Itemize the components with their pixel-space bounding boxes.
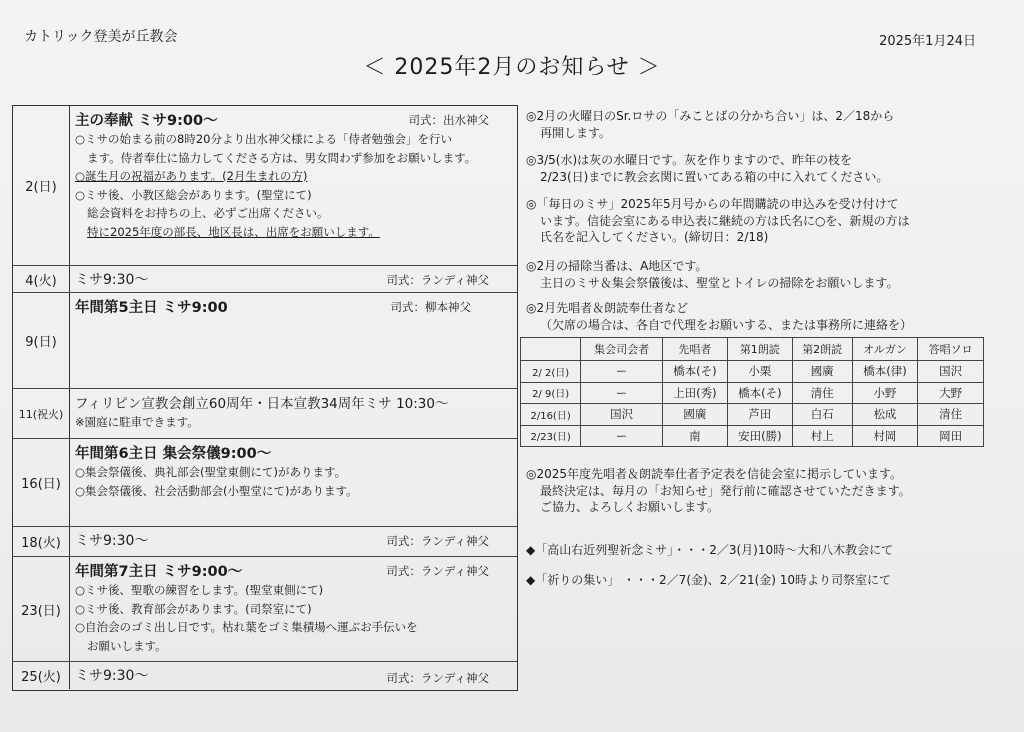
table-cell: 安田(勝) [727,425,792,447]
table-cell: 南 [662,425,727,447]
day-label: 11(祝火) [13,389,70,438]
table-cell: 国沢 [581,404,663,426]
notice-line: 主日のミサ＆集会祭儀後は、聖堂とトイレの掃除をお願いします。 [540,275,899,290]
table-cell: 国沢 [918,361,984,383]
church-name: カトリック登美が丘教会 [24,29,178,45]
notice-line: ◆「高山右近列聖祈念ミサ」・・・2／3(月)10時～大和八木教会にて [526,543,894,557]
event-notes [75,413,511,432]
table-row [521,382,984,404]
table-cell: 岡田 [918,425,984,447]
note-line: 特に2025年度の部長、地区長は、出席をお願いします。 [87,224,380,239]
column-header [521,338,581,361]
notice-item [526,572,1006,589]
note-line: 総会資料をお持ちの上、必ずご出席ください。 [87,206,329,220]
day-label: 18(火) [13,527,70,556]
event-notes [75,130,511,241]
notice-item [526,258,1006,291]
notice-line: 最終決定は、毎月の「お知らせ」発行前に確認させていただきます。 [540,483,911,498]
officiant: 司式：ランディ神父 [386,671,489,685]
officiant: 司式：ランディ神父 [386,534,489,548]
note-line: ○集会祭儀後、社会活動部会(小聖堂にて)があります。 [75,483,358,498]
table-cell: 白石 [792,404,852,426]
table-cell: ー [581,425,663,447]
table-cell: 2/16(日) [521,404,581,426]
note-line: ※園庭に駐車できます。 [75,415,199,429]
page-title: ＜ 2025年2月のお知らせ ＞ [363,55,661,80]
notice-item [526,108,1006,141]
officiant: 司式：柳本神父 [390,300,471,314]
notice-line: ご協力、よろしくお願いします。 [540,500,720,514]
notice-item [526,152,1006,185]
notice-line: ◎2025年度先唱者＆朗読奉仕者予定表を信徒会室に掲示しています。 [526,467,903,481]
note-line: お願いします。 [87,638,167,653]
day-label: 9(日) [13,293,70,388]
day-label: 23(日) [13,557,70,661]
note-line: ○ミサ後、教育部会があります。(司祭室にて) [75,601,312,616]
officiant: 司式：出水神父 [408,113,489,127]
table-row [521,425,984,447]
day-label: 2(日) [13,106,70,265]
notice-line: 氏名を記入してください。(締切日：2/18) [540,230,769,244]
table-row [521,404,984,426]
schedule-row [13,662,517,689]
readers-table [520,337,984,447]
table-cell: 2/23(日) [521,425,581,447]
note-line: ます。侍者奉仕に協力してくださる方は、男女問わず参加をお願いします。 [87,150,477,165]
table-cell: 橋本(律) [852,361,918,383]
table-cell: 清住 [918,404,984,426]
table-header-row [521,338,984,361]
issue-date: 2025年1月24日 [879,34,976,49]
note-line: ○誕生月の祝福があります。(2月生まれの方) [75,169,308,183]
event-title: 年間第6主日 集会祭儀9:00～ [75,446,272,462]
notice-item [526,542,1006,559]
notice-line: ◎3/5(水)は灰の水曜日です。灰を作りますので、昨年の枝を [526,153,852,167]
event-title: ミサ9:30～ [75,272,149,288]
schedule-row [13,266,517,293]
table-cell: 芦田 [727,404,792,426]
column-header: 第1朗読 [727,338,792,361]
note-line: ○自治会のゴミ出し日です。枯れ葉をゴミ集積場へ運ぶお手伝いを [75,620,418,634]
note-line: ○ミサの始まる前の8時20分より出水神父様による「侍者勉強会」を行い [75,132,452,146]
officiant: 司式：ランディ神父 [386,564,489,578]
table-cell: 國廣 [662,404,727,426]
day-label: 4(火) [13,266,70,292]
table-cell: 小野 [852,382,918,404]
notice-item [526,300,1006,333]
table-cell: 松成 [852,404,918,426]
notice-item [526,466,1006,516]
table-cell: 村岡 [852,425,918,447]
table-cell: 橋本(そ) [727,382,792,404]
notice-line: 再開します。 [540,125,612,140]
table-cell: 國廣 [792,361,852,383]
event-title: ミサ9:30～ [75,533,149,549]
table-cell: 橋本(そ) [662,361,727,383]
notice-item [526,196,1006,246]
schedule-row [13,389,517,439]
table-cell: 2/ 2(日) [521,361,581,383]
notice-line: ◎2月先唱者＆朗読奉仕者など [526,301,689,315]
column-header: 集会司会者 [581,338,663,361]
day-label: 25(火) [13,662,70,689]
schedule-row [13,527,517,557]
column-header: 先唱者 [662,338,727,361]
column-header: オルガン [852,338,918,361]
event-title: 年間第7主日 ミサ9:00～ [75,564,243,580]
table-row [521,361,984,383]
notice-line: ◎「毎日のミサ」2025年5月号からの年間購読の申込みを受け付けて [526,197,899,211]
event-notes [75,463,511,500]
notice-line: ◎2月の火曜日のSr.ロサの「みことばの分かち合い」は、2／18から [526,109,895,123]
column-header: 答唱ソロ [918,338,984,361]
notice-line: 2/23(日)までに教会玄関に置いてある箱の中に入れてください。 [540,169,889,184]
note-line: ○ミサ後、小教区総会があります。(聖堂にて) [75,187,312,202]
schedule-table [12,105,518,691]
event-title: ミサ9:30～ [75,668,149,684]
table-cell: 小栗 [727,361,792,383]
schedule-row [13,557,517,662]
event-title: 年間第5主日 ミサ9:00 [75,300,228,316]
schedule-row [13,106,517,266]
note-line: ○集会祭儀後、典礼部会(聖堂東側にて)があります。 [75,465,347,479]
note-line: ○ミサ後、聖歌の練習をします。(聖堂東側にて) [75,583,324,597]
table-cell: ー [581,382,663,404]
officiant: 司式：ランディ神父 [386,273,489,287]
event-title: 主の奉献 ミサ9:00～ [75,113,218,129]
notice-line: ◎2月の掃除当番は、A地区です。 [526,259,708,273]
table-cell: 上田(秀) [662,382,727,404]
table-cell: 清住 [792,382,852,404]
notice-line: （欠席の場合は、各自で代理をお願いする、または事務所に連絡を） [540,317,913,332]
event-title: フィリピン宣教会創立60周年・日本宣教34周年ミサ 10:30～ [75,396,449,412]
table-cell: 2/ 9(日) [521,382,581,404]
notice-line: ◆「祈りの集い」 ・・・2／7(金)、2／21(金) 10時より司祭室にて [526,573,892,587]
schedule-row [13,439,517,527]
day-label: 16(日) [13,439,70,526]
event-notes [75,581,511,655]
schedule-row [13,293,517,389]
notice-line: います。信徒会室にある申込表に継続の方は氏名に○を、新規の方は [540,213,910,228]
column-header: 第2朗読 [792,338,852,361]
table-cell: ー [581,361,663,383]
table-cell: 村上 [792,425,852,447]
table-cell: 大野 [918,382,984,404]
